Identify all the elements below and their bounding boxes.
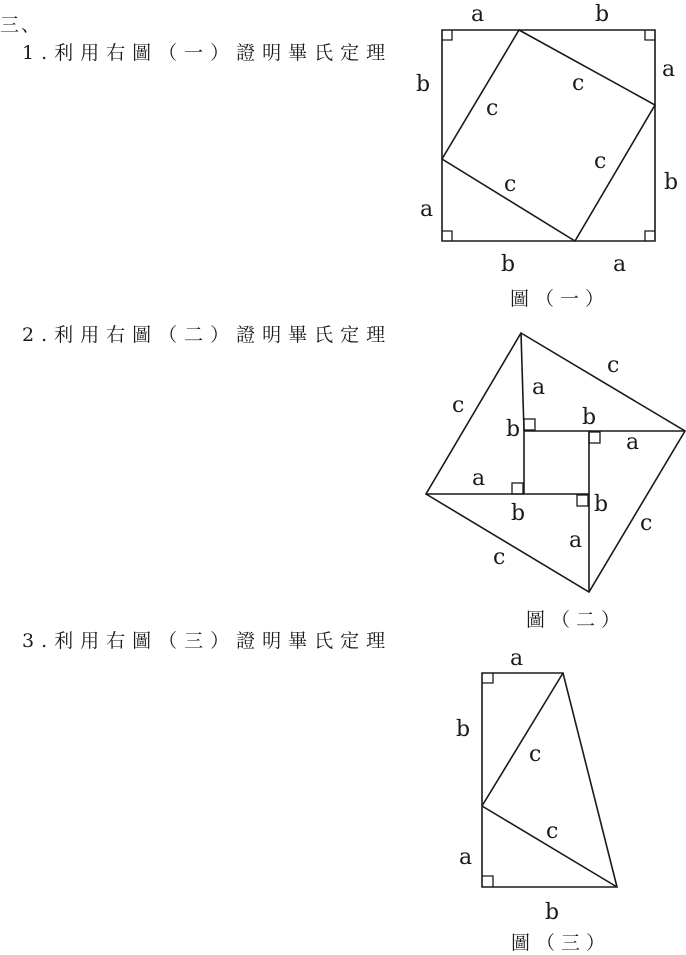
figure-2-label-c: c — [452, 393, 465, 418]
figure-1-right-angle-mark — [645, 30, 655, 40]
figure-1-label-c: c — [504, 172, 517, 197]
figure-1-label-c: c — [594, 149, 607, 174]
figure-2-label-c: c — [640, 511, 653, 536]
figure-2-label-b: b — [594, 492, 609, 517]
figure-3-label-b-left: b — [456, 717, 471, 742]
figure-2-label-c: c — [607, 353, 620, 378]
figure-3-right-angle-mark — [482, 673, 493, 683]
question-3-text: 3.利用右圖（三）證明畢氏定理 — [22, 630, 393, 652]
figure-2-label-b: b — [511, 501, 526, 526]
question-2-text: 2.利用右圖（二）證明畢氏定理 — [22, 324, 393, 346]
figure-3 — [456, 646, 617, 954]
figure-1-label-b-left: b — [416, 72, 431, 97]
figure-1-right-angle-mark — [645, 231, 655, 241]
figure-3-label-c: c — [529, 742, 542, 767]
figure-2-label-a: a — [569, 528, 583, 553]
figure-3-label-b-bottom: b — [545, 900, 560, 925]
figure-1-label-c: c — [486, 96, 499, 121]
figure-2-right-angle-mark — [589, 432, 600, 443]
figure-3-label-a-top: a — [510, 646, 524, 671]
figure-2-right-angle-mark — [524, 419, 535, 430]
figure-2-label-a: a — [472, 466, 486, 491]
figure-3-right-angle-mark — [482, 876, 493, 887]
figure-2 — [426, 333, 685, 631]
section-marker: 三、 — [0, 14, 43, 36]
figure-2-inner-square — [524, 431, 589, 494]
figure-1-label-a-bottom: a — [613, 252, 627, 277]
figure-2-right-angle-mark — [577, 495, 588, 506]
figure-1-outer-square — [442, 30, 655, 241]
figure-3-label-c: c — [546, 819, 559, 844]
figure-2-label-a: a — [532, 375, 546, 400]
figure-1-label-c: c — [572, 71, 585, 96]
figure-1-right-angle-mark — [442, 231, 452, 241]
question-1-text: 1.利用右圖（一）證明畢氏定理 — [22, 42, 393, 64]
figure-2-right-angle-mark — [512, 483, 523, 494]
figure-2-label-c: c — [493, 545, 506, 570]
figure-1-label-b-right: b — [664, 170, 679, 195]
figure-3-caption: 圖（三） — [511, 932, 612, 954]
figure-2-caption: 圖（二） — [526, 609, 627, 631]
figure-1-label-a-top: a — [471, 2, 485, 27]
figure-1-inner-square — [442, 30, 655, 241]
figure-2-outer-square — [426, 333, 685, 592]
figure-1-label-a-left: a — [420, 197, 434, 222]
figure-1-label-a-right: a — [662, 57, 676, 82]
figure-1-right-angle-mark — [442, 30, 452, 40]
figure-1-caption: 圖（一） — [510, 288, 611, 310]
figure-2-label-b: b — [582, 405, 597, 430]
figure-3-hypotenuse — [482, 673, 563, 806]
figure-1-label-b-top: b — [595, 2, 610, 27]
figure-2-label-b: b — [506, 417, 521, 442]
figure-1-label-b-bottom: b — [501, 252, 516, 277]
figure-3-trapezoid — [482, 673, 617, 887]
figure-2-label-a: a — [626, 430, 640, 455]
figure-2-triangle-leg — [521, 333, 524, 431]
figure-3-label-a-left: a — [459, 845, 473, 870]
figure-1 — [416, 2, 678, 310]
